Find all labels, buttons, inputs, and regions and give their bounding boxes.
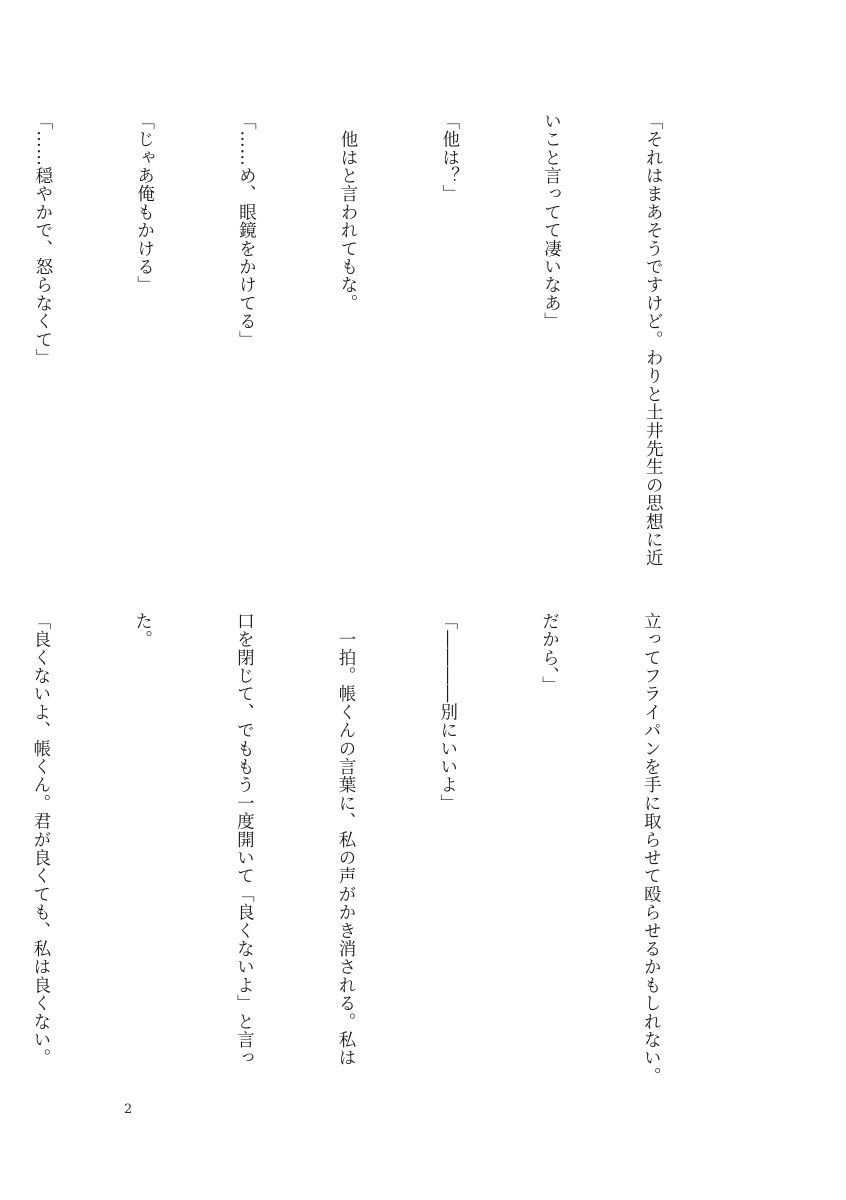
text-block-upper: [0, 112, 737, 582]
text-line: た。: [132, 612, 153, 649]
text-line: 「他は？」: [439, 112, 460, 203]
text-block-lower: [0, 612, 735, 1086]
text-line: 「良くないよ、帳くん。君が良くても、私は良くない。: [30, 612, 51, 1067]
text-line: 口を閉じて、でももう一度開いて「良くないよ」と言っ: [234, 612, 255, 1067]
text-line: 「――――別にいいよ」: [437, 612, 458, 813]
text-line: 「……穏やかで、怒らなくて」: [32, 112, 53, 367]
text-line: 立ってフライパンを手に取らせて殴らせるかもしれない。: [641, 612, 662, 1086]
text-line: 一拍。帳くんの言葉に、私の声がかき消される。私は: [336, 612, 357, 1067]
text-line: いこと言ってて凄いなあ」: [541, 112, 562, 331]
text-line: 「じゃあ俺もかける」: [134, 112, 155, 294]
text-line: だから、」: [539, 612, 560, 695]
page-number: 2: [124, 1102, 133, 1117]
text-line: 他はと言われてもな。: [338, 112, 359, 313]
text-line: 「それはまあそうですけど。わりと土井先生の思想に近: [643, 112, 664, 567]
text-line: 「……め、眼鏡をかけてる」: [236, 112, 257, 349]
